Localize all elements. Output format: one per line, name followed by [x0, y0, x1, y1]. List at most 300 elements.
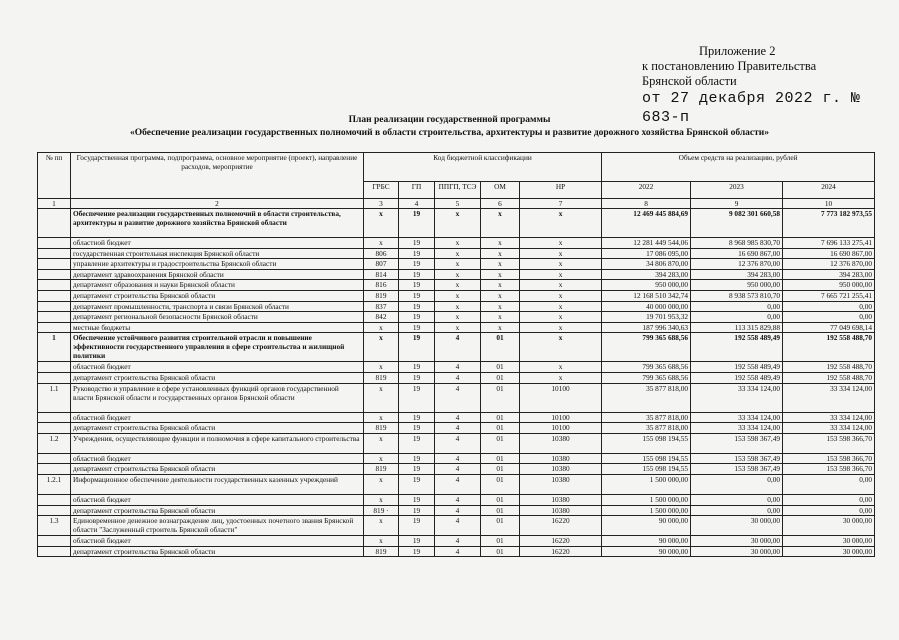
row-number — [38, 494, 71, 505]
table-row — [38, 259, 875, 270]
row-ppgp: 4 — [435, 464, 481, 475]
row-2024: 153 598 366,70 — [783, 453, 875, 464]
row-grbs: х — [364, 516, 399, 536]
table-row — [38, 536, 875, 547]
row-name: государственная строительная инспекция Брянской области — [71, 248, 364, 259]
row-2022: 1 500 000,00 — [602, 505, 691, 516]
row-nr: х — [520, 248, 602, 259]
row-2022: 34 806 870,00 — [602, 259, 691, 270]
row-om: 01 — [481, 423, 520, 434]
row-gp: 19 — [399, 453, 435, 464]
row-2022: 394 283,00 — [602, 269, 691, 280]
row-2022: 799 365 688,56 — [602, 362, 691, 373]
row-2023: 153 598 367,49 — [691, 464, 783, 475]
index-9: 9 — [691, 199, 783, 209]
row-om: х — [481, 209, 520, 238]
row-om: х — [481, 238, 520, 249]
table-row — [38, 333, 875, 362]
row-name: департамент строительства Брянской области — [71, 464, 364, 475]
row-2023: 0,00 — [691, 312, 783, 323]
row-2023: 30 000,00 — [691, 536, 783, 547]
row-gp: 19 — [399, 412, 435, 423]
header-num: № пп — [38, 153, 71, 199]
table-row — [38, 505, 875, 516]
row-2022: 90 000,00 — [602, 546, 691, 557]
row-2024: 0,00 — [783, 505, 875, 516]
table-row — [38, 209, 875, 238]
row-number — [38, 280, 71, 291]
row-ppgp: х — [435, 312, 481, 323]
row-name: Обеспечение устойчивого развития строительной отрасли и повышение эффективности государственного управления в сфере строительства и жилищной политики — [71, 333, 364, 362]
row-nr: х — [520, 322, 602, 333]
row-ppgp: 4 — [435, 536, 481, 547]
row-name: управление архитектуры и градостроительства Брянской области — [71, 259, 364, 270]
row-2024: 7 665 721 255,41 — [783, 290, 875, 301]
row-name: областной бюджет — [71, 412, 364, 423]
row-2023: 394 283,00 — [691, 269, 783, 280]
index-3: 3 — [364, 199, 399, 209]
row-om: х — [481, 280, 520, 291]
row-2022: 12 168 510 342,74 — [602, 290, 691, 301]
index-5: 5 — [435, 199, 481, 209]
row-grbs: х — [364, 238, 399, 249]
row-grbs: 807 — [364, 259, 399, 270]
row-ppgp: 4 — [435, 383, 481, 412]
row-grbs: 816 — [364, 280, 399, 291]
row-2022: 187 996 340,63 — [602, 322, 691, 333]
row-2022: 12 281 449 544,06 — [602, 238, 691, 249]
index-7: 7 — [520, 199, 602, 209]
row-2023: 12 376 870,00 — [691, 259, 783, 270]
row-2023: 33 334 124,00 — [691, 423, 783, 434]
row-om: х — [481, 248, 520, 259]
table-row — [38, 412, 875, 423]
table-row — [38, 362, 875, 373]
row-2023: 0,00 — [691, 505, 783, 516]
table-row — [38, 280, 875, 291]
row-om: 01 — [481, 333, 520, 362]
row-number — [38, 423, 71, 434]
row-om: 01 — [481, 362, 520, 373]
row-gp: 19 — [399, 248, 435, 259]
appendix-resolution: к постановлению Правительства — [642, 59, 817, 73]
row-ppgp: 4 — [435, 423, 481, 434]
row-nr: х — [520, 280, 602, 291]
row-nr: х — [520, 269, 602, 280]
row-2023: 16 690 867,00 — [691, 248, 783, 259]
row-ppgp: х — [435, 280, 481, 291]
index-4: 4 — [399, 199, 435, 209]
row-ppgp: 4 — [435, 453, 481, 464]
row-grbs: х — [364, 383, 399, 412]
row-nr: 10100 — [520, 383, 602, 412]
table-row — [38, 238, 875, 249]
row-ppgp: 4 — [435, 362, 481, 373]
row-nr: х — [520, 259, 602, 270]
row-nr: 10380 — [520, 453, 602, 464]
row-2024: 0,00 — [783, 474, 875, 494]
row-number — [38, 312, 71, 323]
header-grbs: ГРБС — [364, 182, 399, 199]
row-om: х — [481, 259, 520, 270]
row-2023: 30 000,00 — [691, 516, 783, 536]
row-grbs: х — [364, 494, 399, 505]
row-name: департамент региональной безопасности Брянской области — [71, 312, 364, 323]
row-ppgp: 4 — [435, 433, 481, 453]
row-number: 1 — [38, 333, 71, 362]
row-2024: 30 000,00 — [783, 536, 875, 547]
row-2024: 12 376 870,00 — [783, 259, 875, 270]
row-nr: 10380 — [520, 505, 602, 516]
table-row — [38, 269, 875, 280]
row-2023: 192 558 489,49 — [691, 333, 783, 362]
row-2023: 113 315 829,88 — [691, 322, 783, 333]
row-nr: 16220 — [520, 536, 602, 547]
header-volume: Объем средств на реализацию, рублей — [602, 153, 875, 182]
row-grbs: х — [364, 209, 399, 238]
row-nr: х — [520, 362, 602, 373]
row-2022: 90 000,00 — [602, 516, 691, 536]
row-2023: 153 598 367,49 — [691, 433, 783, 453]
row-number — [38, 248, 71, 259]
table-row — [38, 383, 875, 412]
row-name: департамент строительства Брянской области — [71, 423, 364, 434]
appendix-title: Приложение 2 — [699, 44, 776, 58]
header-kbk: Код бюджетной классификации — [364, 153, 602, 182]
row-gp: 19 — [399, 301, 435, 312]
row-ppgp: 4 — [435, 474, 481, 494]
header-gp: ГП — [399, 182, 435, 199]
row-2022: 155 098 194,55 — [602, 464, 691, 475]
row-2024: 153 598 366,70 — [783, 433, 875, 453]
header-index-row — [38, 199, 875, 209]
row-om: 01 — [481, 433, 520, 453]
row-2024: 7 696 133 275,41 — [783, 238, 875, 249]
row-number — [38, 269, 71, 280]
row-name: Единовременное денежное вознаграждение лиц, удостоенных почетного звания Брянской области "Заслуженный строитель Брянской области" — [71, 516, 364, 536]
row-grbs: 814 — [364, 269, 399, 280]
row-2023: 8 968 985 830,70 — [691, 238, 783, 249]
row-2023: 0,00 — [691, 474, 783, 494]
row-grbs: х — [364, 536, 399, 547]
row-number: 1.2.1 — [38, 474, 71, 494]
row-grbs: 806 — [364, 248, 399, 259]
row-2022: 1 500 000,00 — [602, 474, 691, 494]
row-2024: 0,00 — [783, 301, 875, 312]
row-number — [38, 412, 71, 423]
row-gp: 19 — [399, 312, 435, 323]
row-nr: х — [520, 312, 602, 323]
row-2024: 192 558 488,70 — [783, 372, 875, 383]
row-number — [38, 238, 71, 249]
row-name: департамент образования и науки Брянской области — [71, 280, 364, 291]
row-2022: 35 877 818,00 — [602, 423, 691, 434]
row-ppgp: х — [435, 269, 481, 280]
row-nr: х — [520, 209, 602, 238]
header-2022: 2022 — [602, 182, 691, 199]
row-grbs: 842 — [364, 312, 399, 323]
row-name: Учреждения, осуществляющие функции и полномочия в сфере капитального строительства — [71, 433, 364, 453]
row-nr: х — [520, 372, 602, 383]
row-om: 01 — [481, 536, 520, 547]
header-name: Государственная программа, подпрограмма, основное мероприятие (проект), направление расходов, мероприятие — [71, 153, 364, 199]
row-nr: 10380 — [520, 474, 602, 494]
row-2022: 40 000 000,00 — [602, 301, 691, 312]
row-number: 1.1 — [38, 383, 71, 412]
row-2022: 799 365 688,56 — [602, 372, 691, 383]
row-2024: 153 598 366,70 — [783, 464, 875, 475]
row-name: областной бюджет — [71, 494, 364, 505]
index-10: 10 — [783, 199, 875, 209]
row-2023: 153 598 367,49 — [691, 453, 783, 464]
row-ppgp: 4 — [435, 372, 481, 383]
row-grbs: 819 — [364, 464, 399, 475]
row-ppgp: х — [435, 322, 481, 333]
row-grbs: х — [364, 453, 399, 464]
row-nr: 16220 — [520, 546, 602, 557]
plan-table — [37, 152, 875, 557]
row-2022: 950 000,00 — [602, 280, 691, 291]
appendix-date-number: от 27 декабря 2022 г. № 683-п — [642, 90, 861, 126]
row-2024: 0,00 — [783, 494, 875, 505]
table-row — [38, 372, 875, 383]
row-2022: 35 877 818,00 — [602, 383, 691, 412]
row-grbs: 819 — [364, 546, 399, 557]
row-nr: х — [520, 301, 602, 312]
row-ppgp: х — [435, 248, 481, 259]
row-2023: 9 082 301 660,58 — [691, 209, 783, 238]
row-2024: 394 283,00 — [783, 269, 875, 280]
row-ppgp: х — [435, 238, 481, 249]
row-name: Обеспечение реализации государственных полномочий в области строительства, архитектуры и развитие дорожного хозяйства Брянской области — [71, 209, 364, 238]
row-gp: 19 — [399, 322, 435, 333]
row-2023: 0,00 — [691, 494, 783, 505]
row-om: 01 — [481, 412, 520, 423]
row-om: х — [481, 301, 520, 312]
row-gp: 19 — [399, 536, 435, 547]
row-ppgp: х — [435, 290, 481, 301]
row-gp: 19 — [399, 280, 435, 291]
row-ppgp: 4 — [435, 333, 481, 362]
row-number — [38, 464, 71, 475]
row-gp: 19 — [399, 423, 435, 434]
row-gp: 19 — [399, 333, 435, 362]
header-row-1 — [38, 153, 875, 182]
row-gp: 19 — [399, 464, 435, 475]
header-2023: 2023 — [691, 182, 783, 199]
row-gp: 19 — [399, 269, 435, 280]
row-om: 01 — [481, 464, 520, 475]
row-om: х — [481, 322, 520, 333]
row-number — [38, 536, 71, 547]
table-row — [38, 290, 875, 301]
row-number — [38, 322, 71, 333]
row-om: 01 — [481, 546, 520, 557]
table-row — [38, 516, 875, 536]
table-row — [38, 474, 875, 494]
row-gp: 19 — [399, 290, 435, 301]
table-body — [38, 209, 875, 557]
row-om: 01 — [481, 383, 520, 412]
table-row — [38, 464, 875, 475]
row-name: департамент строительства Брянской области — [71, 290, 364, 301]
row-grbs: 819 — [364, 423, 399, 434]
row-om: 01 — [481, 505, 520, 516]
row-gp: 19 — [399, 372, 435, 383]
row-2022: 90 000,00 — [602, 536, 691, 547]
table-row — [38, 433, 875, 453]
row-om: 01 — [481, 453, 520, 464]
row-grbs: х — [364, 433, 399, 453]
row-2024: 33 334 124,00 — [783, 423, 875, 434]
header-nr: НР — [520, 182, 602, 199]
row-2023: 30 000,00 — [691, 546, 783, 557]
row-grbs: 837 — [364, 301, 399, 312]
row-nr: 10100 — [520, 423, 602, 434]
table-row — [38, 453, 875, 464]
row-2024: 0,00 — [783, 312, 875, 323]
row-2024: 950 000,00 — [783, 280, 875, 291]
row-grbs: х — [364, 474, 399, 494]
row-nr: х — [520, 238, 602, 249]
row-number — [38, 209, 71, 238]
row-ppgp: 4 — [435, 494, 481, 505]
document-title: План реализации государственной программы — [348, 115, 551, 125]
row-name: местные бюджеты — [71, 322, 364, 333]
header-2024: 2024 — [783, 182, 875, 199]
row-nr: 16220 — [520, 516, 602, 536]
row-grbs: 819 — [364, 372, 399, 383]
row-gp: 19 — [399, 505, 435, 516]
row-nr: х — [520, 290, 602, 301]
row-number — [38, 290, 71, 301]
row-name: департамент строительства Брянской области — [71, 372, 364, 383]
row-2022: 155 098 194,55 — [602, 453, 691, 464]
row-2023: 950 000,00 — [691, 280, 783, 291]
row-2022: 1 500 000,00 — [602, 494, 691, 505]
row-2022: 35 877 818,00 — [602, 412, 691, 423]
table-row — [38, 301, 875, 312]
row-number — [38, 453, 71, 464]
row-om: х — [481, 312, 520, 323]
row-ppgp: х — [435, 209, 481, 238]
row-ppgp: 4 — [435, 505, 481, 516]
row-nr: х — [520, 333, 602, 362]
row-number — [38, 259, 71, 270]
row-2024: 30 000,00 — [783, 546, 875, 557]
row-nr: 10380 — [520, 494, 602, 505]
row-name: Информационное обеспечение деятельности государственных казенных учреждений — [71, 474, 364, 494]
header-ppgp: ППГП, ТСЭ — [435, 182, 481, 199]
row-name: департамент здравоохранения Брянской области — [71, 269, 364, 280]
row-grbs: х — [364, 362, 399, 373]
row-gp: 19 — [399, 474, 435, 494]
row-gp: 19 — [399, 238, 435, 249]
index-2: 2 — [71, 199, 364, 209]
index-8: 8 — [602, 199, 691, 209]
row-name: департамент строительства Брянской области — [71, 505, 364, 516]
row-2024: 33 334 124,00 — [783, 412, 875, 423]
table-row — [38, 312, 875, 323]
row-grbs: х — [364, 333, 399, 362]
row-2024: 192 558 488,70 — [783, 333, 875, 362]
row-ppgp: х — [435, 259, 481, 270]
row-gp: 19 — [399, 433, 435, 453]
row-number — [38, 372, 71, 383]
row-number — [38, 362, 71, 373]
row-ppgp: 4 — [435, 546, 481, 557]
row-om: 01 — [481, 494, 520, 505]
row-2024: 33 334 124,00 — [783, 383, 875, 412]
table-row — [38, 322, 875, 333]
row-gp: 19 — [399, 383, 435, 412]
row-2023: 192 558 489,49 — [691, 372, 783, 383]
row-2022: 155 098 194,55 — [602, 433, 691, 453]
index-6: 6 — [481, 199, 520, 209]
row-nr: 10380 — [520, 464, 602, 475]
row-gp: 19 — [399, 209, 435, 238]
row-grbs: 819 — [364, 290, 399, 301]
row-grbs: 819 · — [364, 505, 399, 516]
row-gp: 19 — [399, 516, 435, 536]
index-1: 1 — [38, 199, 71, 209]
row-2022: 17 086 095,00 — [602, 248, 691, 259]
row-name: областной бюджет — [71, 453, 364, 464]
row-2024: 7 773 182 973,55 — [783, 209, 875, 238]
row-number: 1.3 — [38, 516, 71, 536]
table-row — [38, 546, 875, 557]
row-gp: 19 — [399, 362, 435, 373]
row-om: х — [481, 269, 520, 280]
row-2023: 0,00 — [691, 301, 783, 312]
row-ppgp: 4 — [435, 412, 481, 423]
row-name: департамент промышленности, транспорта и связи Брянской области — [71, 301, 364, 312]
row-name: областной бюджет — [71, 238, 364, 249]
row-nr: 10100 — [520, 412, 602, 423]
row-grbs: х — [364, 322, 399, 333]
row-om: 01 — [481, 474, 520, 494]
table-row — [38, 248, 875, 259]
table-row — [38, 494, 875, 505]
row-2023: 33 334 124,00 — [691, 383, 783, 412]
row-number — [38, 301, 71, 312]
document-subtitle: «Обеспечение реализации государственных полномочий в области строительства, архитектуры и развитие дорожного хозяйства Брянской области» — [129, 128, 770, 138]
row-grbs: х — [364, 412, 399, 423]
row-nr: 10380 — [520, 433, 602, 453]
row-om: 01 — [481, 372, 520, 383]
row-gp: 19 — [399, 259, 435, 270]
row-number — [38, 505, 71, 516]
row-number: 1.2 — [38, 433, 71, 453]
table-row — [38, 423, 875, 434]
row-2022: 12 469 445 884,69 — [602, 209, 691, 238]
row-gp: 19 — [399, 494, 435, 505]
row-2024: 77 049 698,14 — [783, 322, 875, 333]
row-2023: 192 558 489,49 — [691, 362, 783, 373]
row-ppgp: х — [435, 301, 481, 312]
row-name: Руководство и управление в сфере установленных функций органов государственной власти Брянской области и государственных органов Брянской области — [71, 383, 364, 412]
row-name: департамент строительства Брянской области — [71, 546, 364, 557]
row-2022: 19 701 953,32 — [602, 312, 691, 323]
row-2022: 799 365 688,56 — [602, 333, 691, 362]
row-ppgp: 4 — [435, 516, 481, 536]
row-om: х — [481, 290, 520, 301]
row-2024: 30 000,00 — [783, 516, 875, 536]
row-2023: 8 938 573 810,70 — [691, 290, 783, 301]
row-2024: 192 558 488,70 — [783, 362, 875, 373]
row-2024: 16 690 867,00 — [783, 248, 875, 259]
header-om: ОМ — [481, 182, 520, 199]
